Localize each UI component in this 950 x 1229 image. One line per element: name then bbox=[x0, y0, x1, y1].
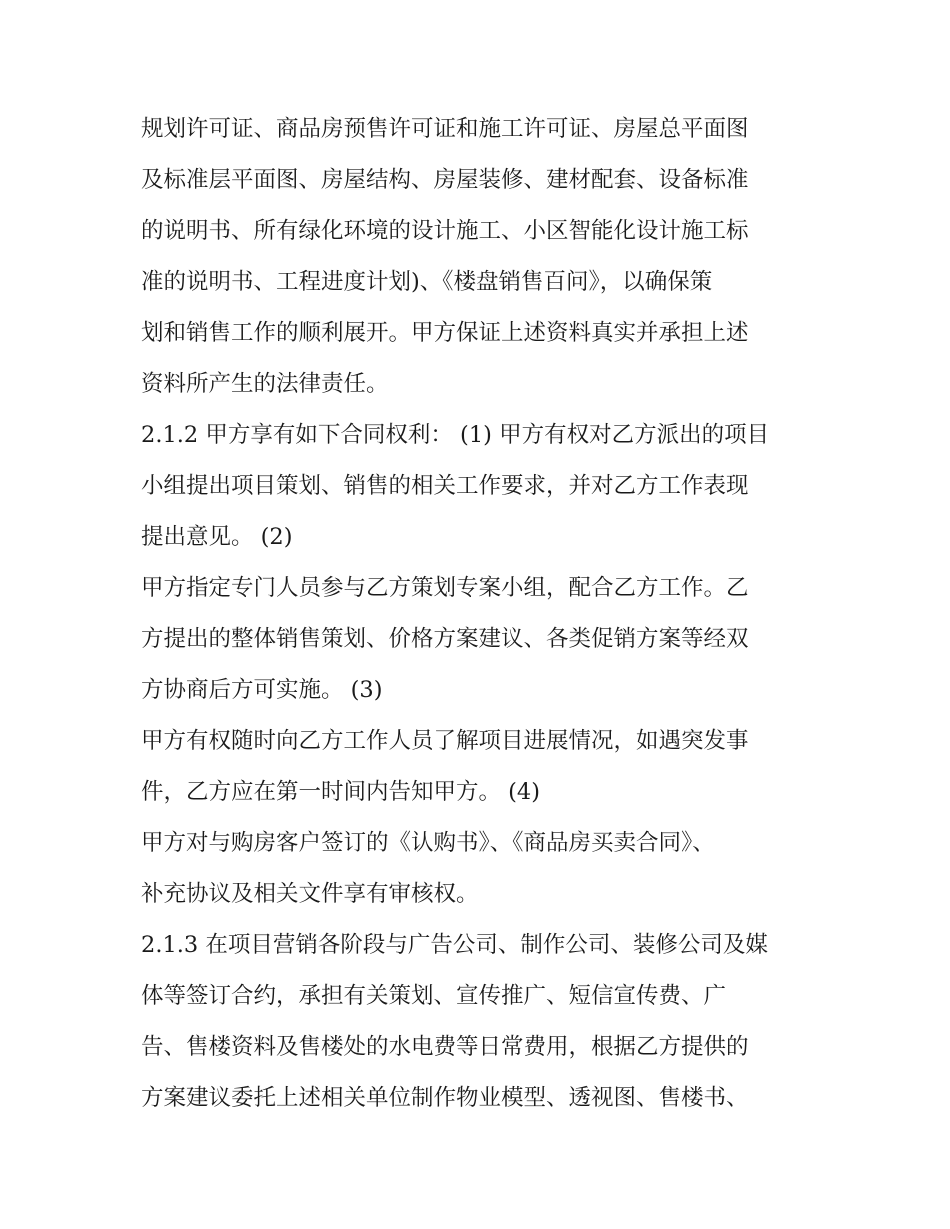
text-line: 补充协议及相关文件享有审核权。 bbox=[141, 881, 479, 907]
text-line: 方提出的整体销售策划、价格方案建议、各类促销方案等经双 bbox=[141, 626, 749, 652]
text-line: 甲方对与购房客户签订的《认购书》、《商品房买卖合同》、 bbox=[141, 830, 715, 856]
text-line: 的说明书、所有绿化环境的设计施工、小区智能化设计施工标 bbox=[141, 218, 749, 244]
text-line: 资料所产生的法律责任。 bbox=[141, 371, 389, 397]
text-line: 甲方有权随时向乙方工作人员了解项目进展情况，如遇突发事 bbox=[141, 728, 749, 754]
clause-2-1-3-line: 2.1.3 在项目营销各阶段与广告公司、制作公司、装修公司及媒 bbox=[141, 932, 768, 958]
text-line: 划和销售工作的顺利展开。甲方保证上述资料真实并承担上述 bbox=[141, 320, 749, 346]
text-line: 准的说明书、工程进度计划)、《楼盘销售百问》，以确保策 bbox=[141, 269, 713, 295]
text-line: 方协商后方可实施。 (3) bbox=[141, 677, 383, 703]
text-line: 体等签订合约，承担有关策划、宣传推广、短信宣传费、广 bbox=[141, 983, 727, 1009]
text-line: 方案建议委托上述相关单位制作物业模型、透视图、售楼书、 bbox=[141, 1085, 749, 1111]
text-line: 甲方指定专门人员参与乙方策划专案小组，配合乙方工作。乙 bbox=[141, 575, 749, 601]
text-line: 小组提出项目策划、销售的相关工作要求，并对乙方工作表现 bbox=[141, 473, 749, 499]
text-line: 告、售楼资料及售楼处的水电费等日常费用，根据乙方提供的 bbox=[141, 1034, 749, 1060]
text-line: 件，乙方应在第一时间内告知甲方。 (4) bbox=[141, 779, 541, 805]
text-line: 及标准层平面图、房屋结构、房屋装修、建材配套、设备标准 bbox=[141, 167, 749, 193]
text-line: 规划许可证、商品房预售许可证和施工许可证、房屋总平面图 bbox=[141, 116, 749, 142]
text-line: 提出意见。 (2) bbox=[141, 524, 293, 550]
clause-2-1-2-line: 2.1.2 甲方享有如下合同权利： (1) 甲方有权对乙方派出的项目 bbox=[141, 422, 770, 448]
contract-text bbox=[141, 104, 821, 1124]
